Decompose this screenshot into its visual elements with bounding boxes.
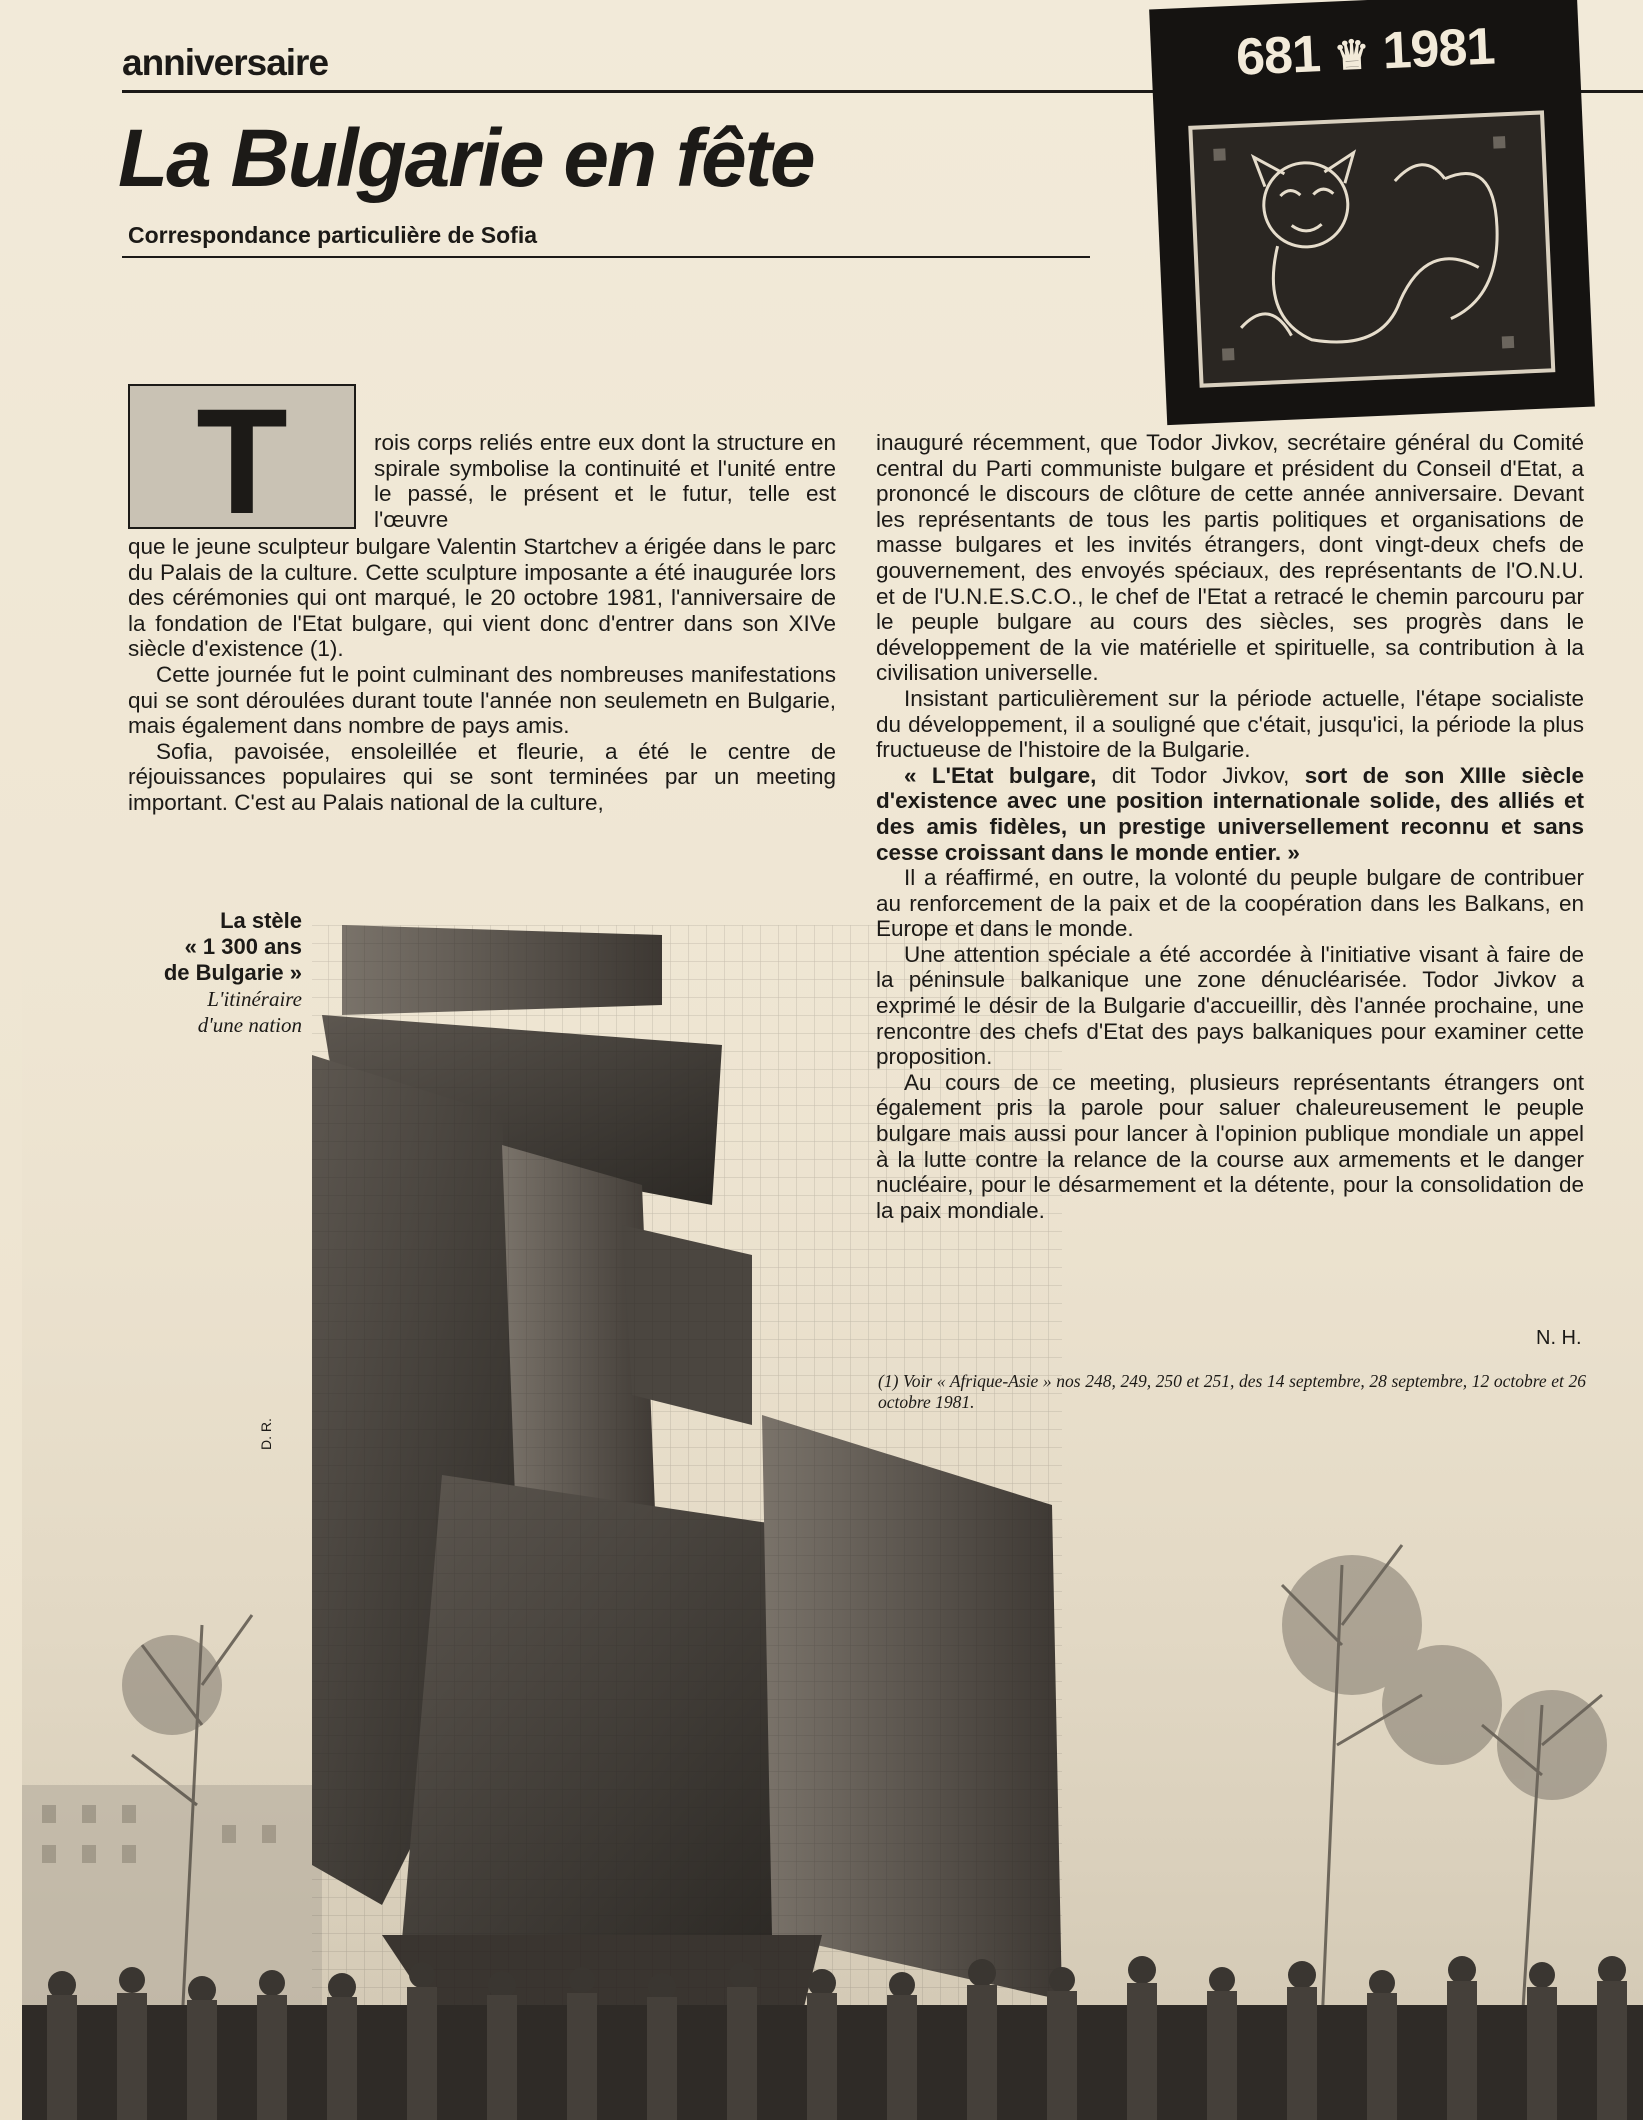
caption-subtitle-line-1: L'itinéraire (207, 987, 302, 1011)
photo-credit: D. R. (258, 1418, 274, 1450)
photo-caption (128, 908, 302, 1038)
byline: Correspondance particulière de Sofia (128, 222, 538, 248)
drop-cap: T (128, 384, 356, 529)
author-signature: N. H. (1536, 1327, 1582, 1349)
quote-lead: « L'Etat bulgare, (904, 762, 1097, 788)
section-label: anniversaire (122, 42, 329, 83)
column-2 (876, 430, 1584, 1223)
caption-title-line-2: « 1 300 ans (184, 934, 302, 959)
quote-paragraph (876, 763, 1584, 865)
crown-icon: ♛ (1333, 33, 1370, 79)
paragraph-4: inauguré récemment, que Todor Jivkov, secrétaire général du Comité central du Parti communiste bulgare et président du Conseil d'Etat, a prononcé le discours de clôture de cette année anniversaire. Devant les représentants de tous les partis politiques et organisations de masse bulgares et les invités étrangers, dont vingt-deux chefs de gouvernement, des envoyés spéciaux, des représentants de l'O.N.U. et de l'U.N.E.S.C.O., le chef de l'Etat a retracé le chemin parcouru par le peuple bulgare au cours des siècles, ses progrès dans le développement de la vie matérielle et spirituelle, sa contribution à la civilisation universelle. (876, 430, 1584, 686)
paragraph-3: Sofia, pavoisée, ensoleillée et fleurie, a été le centre de réjouissances populaires qui se sont terminées par un meeting important. C'est au Palais national de la culture, (128, 738, 836, 815)
paragraph-5: Insistant particulièrement sur la période actuelle, l'étape socialiste du développement, il a souligné que c'était, jusqu'ici, la période la plus fructueuse de l'histoire de la Bulgarie. (876, 685, 1584, 763)
paragraph-8: Au cours de ce meeting, plusieurs représentants étrangers ont également pris la parole pour saluer chaleureusement le peuple bulgare mais aussi pour lancer à l'opinion publique mondiale un appel à la lutte contre la relance de la course aux armements et le danger nucléaire, pour le désarmement et la détente, pour la consolidation de la paix mondiale. (876, 1069, 1584, 1223)
anniversary-logo (1149, 0, 1595, 425)
column-1-lead (374, 430, 836, 532)
caption-title-line-1: La stèle (220, 908, 302, 933)
paragraph-2: Cette journée fut le point culminant des nombreuses manifestations qui se sont déroulées durant toute l'année non seulemetn en Bulgarie, mais également dans nombre de pays amis. (128, 661, 836, 739)
caption-subtitle-line-2: d'une nation (197, 1013, 302, 1037)
lead-paragraph-start: rois corps reliés entre eux dont la structure en spirale symbolise la continuité et l'unité entre le passé, le présent et le futur, telle est l'œuvre (374, 430, 836, 532)
quote-attribution: dit Todor Jivkov, (1111, 762, 1290, 788)
headline: La Bulgarie en fête (118, 113, 814, 204)
footnote: (1) Voir « Afrique-Asie » nos 248, 249, 250 et 251, des 14 septembre, 28 septembre, 12 octobre et 26 octobre 1981. (878, 1371, 1586, 1412)
paragraph-7: Une attention spéciale a été accordée à l'initiative visant à faire de la péninsule balkanique une zone dénucléarisée. Todor Jivkov a exprimé le désir de la Bulgarie d'accueillir, dès l'année prochaine, une rencontre des chefs d'Etat des pays balkaniques pour examiner cette proposition. (876, 941, 1584, 1070)
column-1 (128, 534, 836, 816)
quote-body: sort de son XIIIe siècle d'existence avec une position internationale solide, des alliés et des amis fidèles, un prestige universellement reconnu et sans cesse croissant dans le monde entier. » (876, 762, 1584, 865)
logo-year-start: 681 (1234, 25, 1322, 87)
paragraph-1-continued: que le jeune sculpteur bulgare Valentin Startchev a érigée dans le parc du Palais de la culture. Cette sculpture imposante a été inaugurée lors des cérémonies qui ont marqué, le 20 octobre 1981, l'anniversaire de la fondation de l'Etat bulgare, qui vient donc d'entrer dans son XIVe siècle d'existence (1). (128, 534, 836, 662)
logo-years (1150, 13, 1580, 92)
caption-title-line-3: de Bulgarie » (163, 960, 302, 985)
logo-year-end: 1981 (1381, 17, 1496, 81)
lion-relief-image (1188, 110, 1555, 387)
byline-rule (122, 256, 1090, 258)
paragraph-6: Il a réaffirmé, en outre, la volonté du peuple bulgare de contribuer au renforcement de la paix et de la coopération dans les Balkans, en Europe et dans le monde. (876, 865, 1584, 942)
